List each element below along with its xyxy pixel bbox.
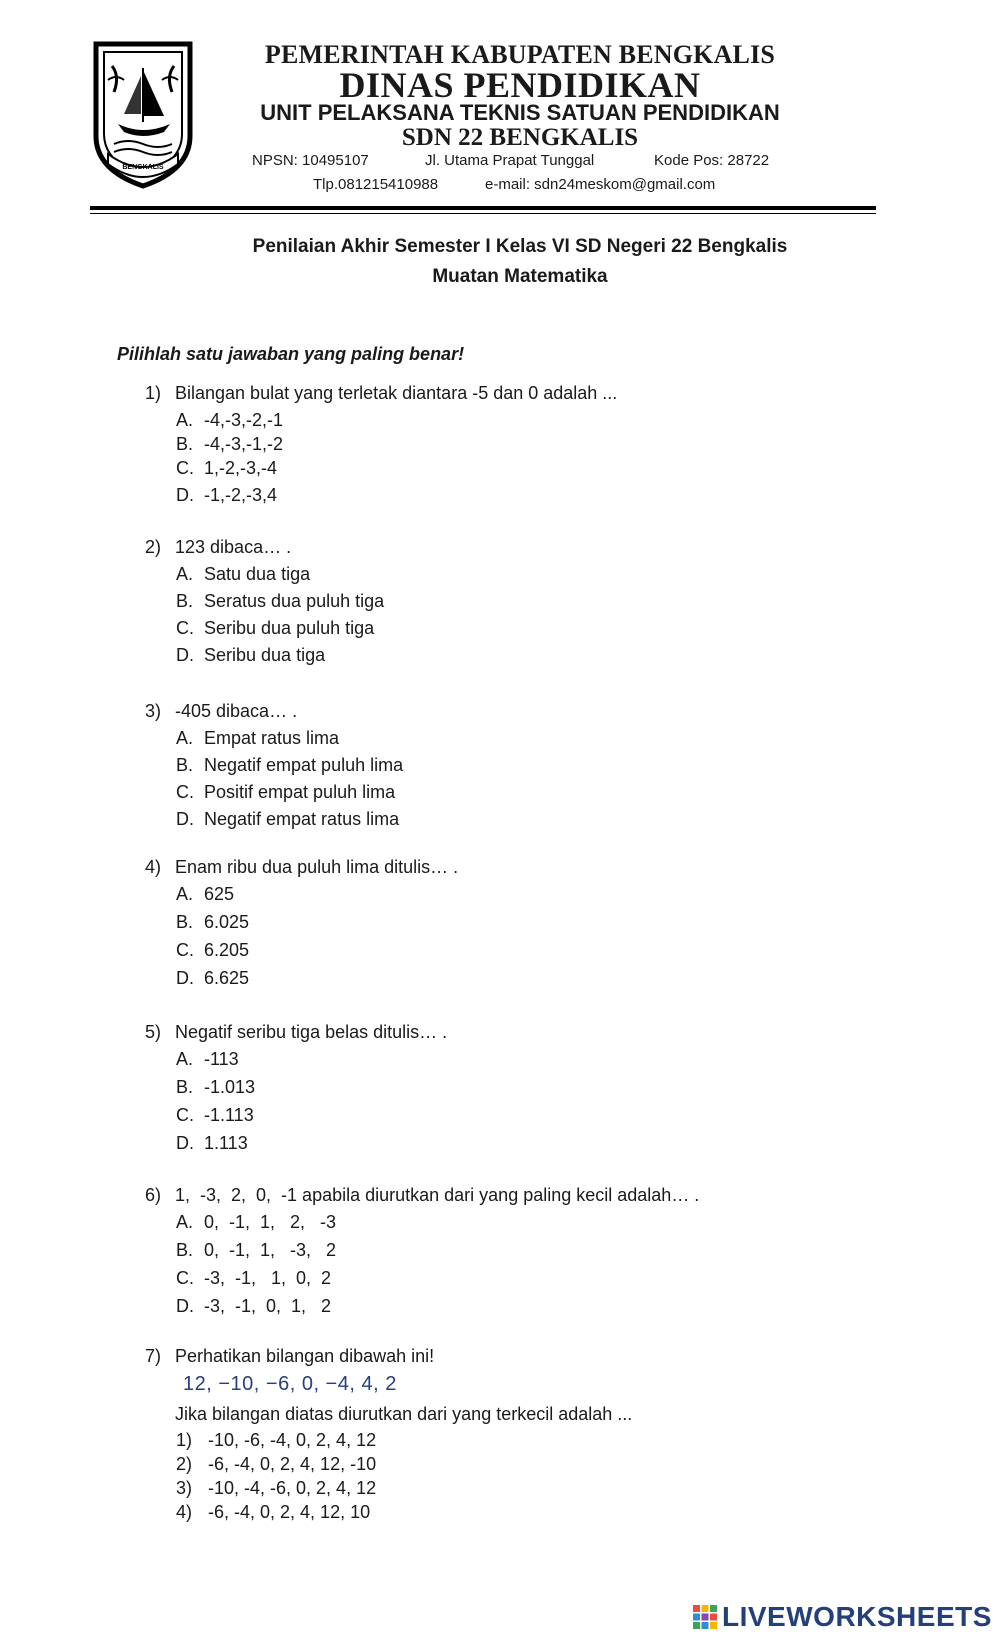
option-text: Seribu dua puluh tiga xyxy=(204,618,375,638)
option-letter: B. xyxy=(176,755,194,775)
letterhead-divider-thin xyxy=(90,213,876,214)
q3-option-b[interactable] xyxy=(176,755,403,776)
exam-title: Penilaian Akhir Semester I Kelas VI SD Negeri 22 Bengkalis xyxy=(252,236,788,257)
option-text: -1.113 xyxy=(204,1105,254,1125)
q6-option-c[interactable] xyxy=(176,1268,331,1289)
question-text: Bilangan bulat yang terletak diantara -5 dan 0 adalah ... xyxy=(175,383,618,403)
option-letter: D. xyxy=(176,1296,194,1316)
option-text: -3, -1, 0, 1, 2 xyxy=(204,1296,332,1316)
option-number: 3) xyxy=(176,1478,193,1498)
q2-option-b[interactable] xyxy=(176,591,384,612)
liveworksheets-brand-text: LIVEWORKSHEETS xyxy=(722,1601,992,1632)
option-text: 6.205 xyxy=(204,940,250,960)
question-text: Enam ribu dua puluh lima ditulis… . xyxy=(175,857,459,877)
q5-option-a[interactable] xyxy=(176,1049,239,1070)
option-text: -4,-3,-1,-2 xyxy=(204,434,284,454)
option-text: Seribu dua tiga xyxy=(204,645,326,665)
option-text: Positif empat puluh lima xyxy=(204,782,396,802)
option-letter: B. xyxy=(176,434,194,454)
option-text: -10, -4, -6, 0, 2, 4, 12 xyxy=(208,1478,377,1498)
option-letter: C. xyxy=(176,1268,194,1288)
q6-option-d[interactable] xyxy=(176,1296,331,1317)
q2-option-a[interactable] xyxy=(176,564,310,585)
option-letter: B. xyxy=(176,1240,194,1260)
option-text: 6.025 xyxy=(204,912,250,932)
question-text: Perhatikan bilangan dibawah ini! xyxy=(175,1346,435,1366)
liveworksheets-logo-icon xyxy=(692,1604,718,1630)
question-1 xyxy=(145,383,617,404)
unit-heading: UNIT PELAKSANA TEKNIS SATUAN PENDIDIKAN xyxy=(260,100,780,125)
question-number: 3) xyxy=(145,701,162,721)
option-text: 1,-2,-3,-4 xyxy=(204,458,278,478)
question-text: -405 dibaca… . xyxy=(175,701,298,721)
department-heading: DINAS PENDIDIKAN xyxy=(339,65,701,105)
liveworksheets-brand xyxy=(692,1602,992,1632)
question-number: 5) xyxy=(145,1022,162,1042)
q7-option-1[interactable] xyxy=(176,1430,376,1451)
option-letter: C. xyxy=(176,458,194,478)
option-letter: A. xyxy=(176,410,194,430)
option-text: -3, -1, 1, 0, 2 xyxy=(204,1268,332,1288)
exam-subject: Muatan Matematika xyxy=(432,266,608,287)
q4-option-c[interactable] xyxy=(176,940,249,961)
q6-option-a[interactable] xyxy=(176,1212,336,1233)
option-text: 0, -1, 1, 2, -3 xyxy=(204,1212,337,1232)
address-text: Jl. Utama Prapat Tunggal xyxy=(425,152,595,169)
q5-option-c[interactable] xyxy=(176,1105,254,1126)
option-letter: C. xyxy=(176,1105,194,1125)
option-letter: C. xyxy=(176,940,194,960)
option-letter: D. xyxy=(176,809,194,829)
question-5 xyxy=(145,1022,447,1043)
option-letter: A. xyxy=(176,564,194,584)
option-number: 1) xyxy=(176,1430,193,1450)
question-7 xyxy=(145,1346,434,1367)
q6-option-b[interactable] xyxy=(176,1240,336,1261)
q4-option-a[interactable] xyxy=(176,884,234,905)
option-text: -6, -4, 0, 2, 4, 12, -10 xyxy=(208,1454,377,1474)
option-text: Satu dua tiga xyxy=(204,564,311,584)
option-letter: D. xyxy=(176,1133,194,1153)
option-text: Negatif empat puluh lima xyxy=(204,755,404,775)
option-text: 1.113 xyxy=(204,1133,248,1153)
option-letter: C. xyxy=(176,782,194,802)
question-text: 1, -3, 2, 0, -1 apabila diurutkan dari yang paling kecil adalah… . xyxy=(175,1185,700,1205)
number-sequence: 12, −10, −6, 0, −4, 4, 2 xyxy=(183,1373,397,1395)
question-number: 1) xyxy=(145,383,162,403)
question-number: 7) xyxy=(145,1346,162,1366)
option-text: Negatif empat ratus lima xyxy=(204,809,400,829)
option-text: Empat ratus lima xyxy=(204,728,340,748)
q3-option-a[interactable] xyxy=(176,728,339,749)
letterhead-divider-thick xyxy=(90,206,876,210)
option-letter: C. xyxy=(176,618,194,638)
npsn-text: NPSN: 10495107 xyxy=(252,152,369,169)
q7-option-2[interactable] xyxy=(176,1454,376,1475)
q4-option-d[interactable] xyxy=(176,968,249,989)
option-letter: A. xyxy=(176,1049,194,1069)
option-text: -113 xyxy=(204,1049,239,1069)
option-text: -1,-2,-3,4 xyxy=(204,485,278,505)
option-letter: D. xyxy=(176,645,194,665)
option-letter: D. xyxy=(176,485,194,505)
option-text: Seratus dua puluh tiga xyxy=(204,591,385,611)
q4-option-b[interactable] xyxy=(176,912,249,933)
option-text: -1.013 xyxy=(204,1077,256,1097)
option-text: -10, -6, -4, 0, 2, 4, 12 xyxy=(208,1430,377,1450)
question-6 xyxy=(145,1185,699,1206)
school-name-heading: SDN 22 BENGKALIS xyxy=(401,124,639,151)
option-letter: A. xyxy=(176,728,194,748)
question-text: Negatif seribu tiga belas ditulis… . xyxy=(175,1022,448,1042)
option-text: 625 xyxy=(204,884,235,904)
question-number: 6) xyxy=(145,1185,162,1205)
q7-option-3[interactable] xyxy=(176,1478,376,1499)
option-text: -4,-3,-2,-1 xyxy=(204,410,284,430)
q1-option-c[interactable] xyxy=(176,458,277,479)
q3-option-d[interactable] xyxy=(176,809,399,830)
question-7-subtext: Jika bilangan diatas diurutkan dari yang terkecil adalah ... xyxy=(175,1404,633,1424)
option-letter: A. xyxy=(176,1212,194,1232)
q1-option-a[interactable] xyxy=(176,410,283,431)
q5-option-b[interactable] xyxy=(176,1077,255,1098)
option-letter: B. xyxy=(176,912,194,932)
phone-text: Tlp.081215410988 xyxy=(313,176,439,193)
q1-option-d[interactable] xyxy=(176,485,277,506)
q3-option-c[interactable] xyxy=(176,782,395,803)
question-number: 2) xyxy=(145,537,162,557)
option-letter: D. xyxy=(176,968,194,988)
question-3 xyxy=(145,701,297,722)
question-text: 123 dibaca… . xyxy=(175,537,292,557)
option-letter: A. xyxy=(176,884,194,904)
postal-code-text: Kode Pos: 28722 xyxy=(654,152,770,169)
q2-option-d[interactable] xyxy=(176,645,325,666)
option-text: 6.625 xyxy=(204,968,250,988)
email-text: e-mail: sdn24meskom@gmail.com xyxy=(485,176,716,193)
question-2 xyxy=(145,537,291,558)
option-text: -6, -4, 0, 2, 4, 12, 10 xyxy=(208,1502,371,1522)
government-heading: PEMERINTAH KABUPATEN BENGKALIS xyxy=(264,40,776,69)
exam-instruction: Pilihlah satu jawaban yang paling benar! xyxy=(117,344,465,364)
option-letter: B. xyxy=(176,1077,194,1097)
question-4 xyxy=(145,857,458,878)
q7-option-4[interactable] xyxy=(176,1502,370,1523)
option-number: 4) xyxy=(176,1502,193,1522)
q5-option-d[interactable] xyxy=(176,1133,248,1154)
q1-option-b[interactable] xyxy=(176,434,283,455)
question-number: 4) xyxy=(145,857,162,877)
option-letter: B. xyxy=(176,591,194,611)
option-text: 0, -1, 1, -3, 2 xyxy=(204,1240,337,1260)
q2-option-c[interactable] xyxy=(176,618,374,639)
option-number: 2) xyxy=(176,1454,193,1474)
crest-banner-text: BENGKALIS xyxy=(122,164,164,171)
